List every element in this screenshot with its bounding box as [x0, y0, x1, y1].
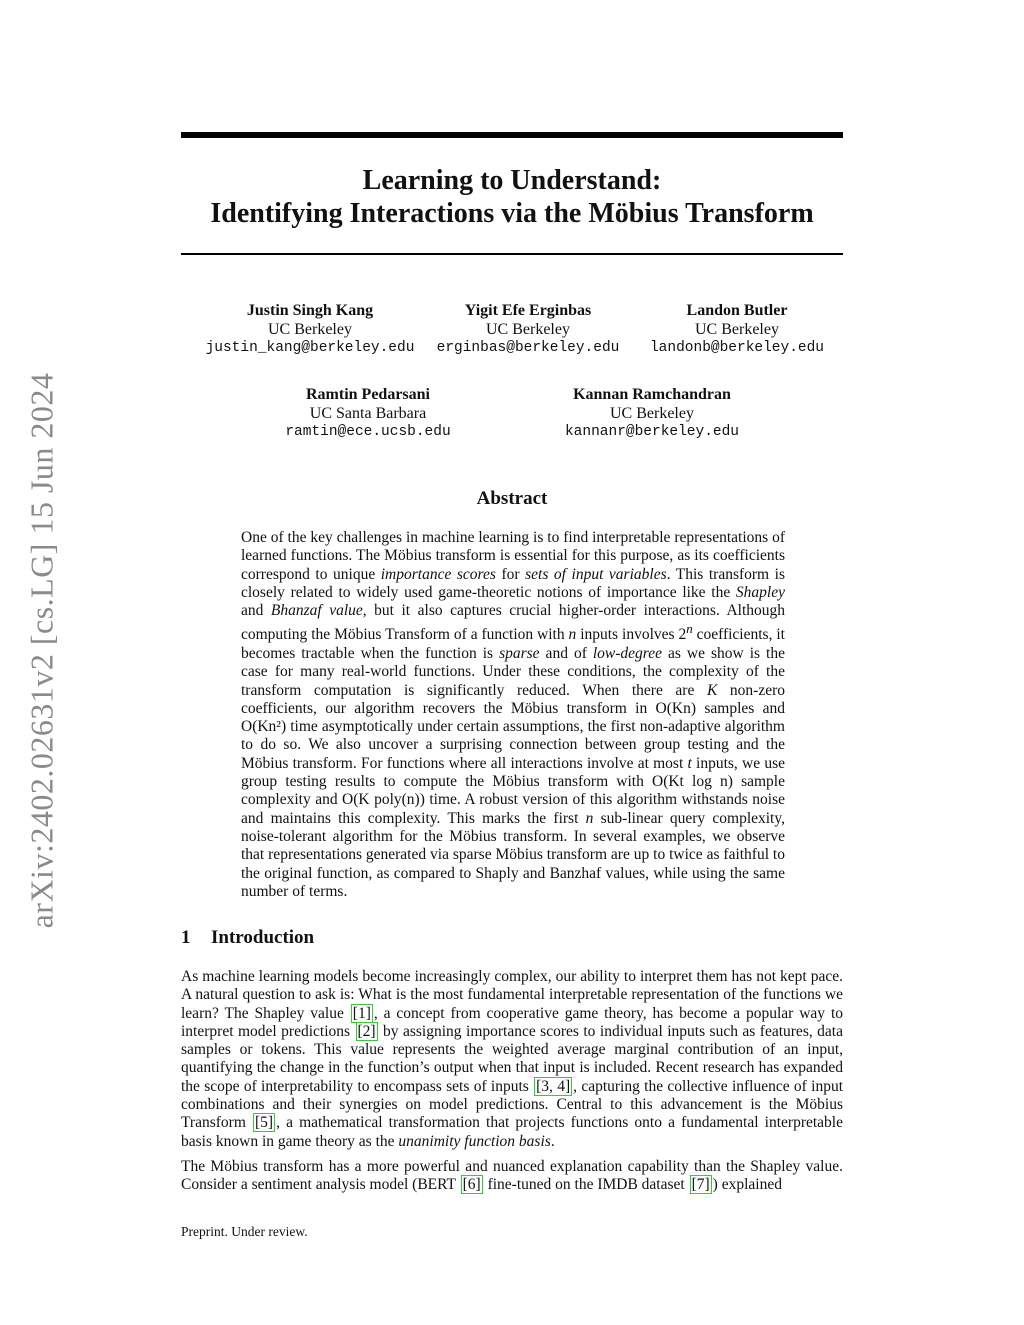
title-line-1: Learning to Understand:: [362, 165, 662, 196]
author-affiliation: UC Santa Barbara: [309, 405, 427, 422]
paragraph: [181, 1158, 843, 1195]
citation-link[interactable]: [2]: [357, 1022, 376, 1040]
abstract-text: coefficients, it becomes tractable when the function is: [241, 626, 785, 662]
body-text: , a mathematical transformation that projects functions onto a fundamental interpretable basis known in game theory as the: [181, 1114, 843, 1150]
author-name: Landon Butler: [686, 302, 788, 319]
author-name: Justin Singh Kang: [246, 302, 374, 319]
math-symbol: n: [585, 809, 594, 827]
citation-link[interactable]: [7]: [691, 1176, 710, 1194]
abstract-emphasis: importance scores: [380, 565, 496, 583]
title-bottom-rule: [181, 253, 843, 255]
arxiv-stamp-text: arXiv:2402.02631v2 [cs.LG] 15 Jun 2024: [23, 372, 60, 928]
body-emphasis: unanimity function basis: [398, 1132, 551, 1150]
citation-link[interactable]: [6]: [462, 1176, 481, 1194]
abstract-emphasis: sparse: [499, 644, 540, 662]
section-title: Introduction: [211, 927, 315, 948]
author-affiliation: UC Berkeley: [268, 321, 352, 338]
abstract-text: sub-linear query complexity, noise-tolerant algorithm for the Möbius transform. In several examples, we observe that representations generated via sparse Möbius transform are up to twice as faithful to the original function, as compared to Shaply and Banzhaf values, while using the same number of terms.: [241, 809, 785, 900]
body-text: The Möbius transform has a more powerful and nuanced explanation capability than the Shapley value. Consider a sentiment analysis model (BERT: [181, 1157, 843, 1194]
abstract-text: inputs, we use group testing results to compute the Möbius transform with O(Kt log n) sample complexity and O(K poly(n)) time. A robust version of this algorithm withstands noise and maintains this complexity. This marks the first: [241, 754, 785, 827]
body-text: by assigning importance scores to individual inputs such as features, data samples or tokens. This value represents the weighted average marginal contribution of an input, quantifying the change in the function’s output when that input is included. Recent research has expanded the scope of interpretability to encompass sets of inputs: [181, 1022, 843, 1095]
author-affiliation: UC Berkeley: [610, 405, 694, 422]
abstract-text: One of the key challenges in machine learning is to find interpretable representations of learned functions. The Möbius transform is essential for this purpose, as its coefficients correspond to unique: [241, 529, 785, 583]
body-text: , capturing the collective influence of input combinations and their synergies on model predictions. Central to this advancement is the Möbius Transform: [181, 1077, 844, 1132]
abstract-text: as we show is the case for many real-world functions. Under these conditions, the complexity of the transform computation is significantly reduced. When there are: [241, 644, 785, 699]
footer-note: Preprint. Under review.: [181, 1224, 308, 1239]
abstract-emphasis: sets of input variables: [525, 565, 667, 583]
title-line-2: Identifying Interactions via the Möbius Transform: [210, 198, 814, 229]
abstract-text: and: [241, 602, 271, 620]
math-symbol: t: [687, 754, 692, 772]
author-affiliation: UC Berkeley: [695, 321, 779, 338]
author-email[interactable]: landonb@berkeley.edu: [649, 340, 825, 356]
paragraph: [181, 968, 843, 1151]
author-name: Yigit Efe Erginbas: [464, 302, 592, 319]
abstract-heading: Abstract: [476, 488, 548, 509]
paper-title: [181, 164, 843, 230]
abstract-emphasis: Shapley: [735, 583, 785, 601]
title-top-rule: [181, 132, 843, 138]
abstract-emphasis: Bhanzaf value: [270, 602, 363, 620]
author-email[interactable]: justin_kang@berkeley.edu: [205, 340, 415, 356]
author-email[interactable]: kannanr@berkeley.edu: [564, 424, 740, 440]
author-name: Kannan Ramchandran: [573, 386, 731, 403]
abstract-text: and of: [539, 644, 593, 662]
abstract-text: non-zero coefficients, our algorithm recovers the Möbius transform in O(Kn) samples and O(Kn²) time asymptotically under certain assumptions, the first non-adaptive algorithm to do so. We also uncover a surprising connection between group testing and the Möbius transform. For functions where all interactions involve at most: [241, 681, 785, 772]
author-name: Ramtin Pedarsani: [306, 386, 430, 403]
body-text: ) explained: [712, 1176, 782, 1194]
section-heading: [181, 927, 314, 949]
math-symbol: n: [568, 626, 577, 644]
citation-link[interactable]: [1]: [352, 1004, 371, 1022]
body-text: fine-tuned on the IMDB dataset: [483, 1176, 689, 1194]
author-2: [418, 301, 638, 358]
citation-link[interactable]: [5]: [255, 1114, 274, 1132]
abstract-emphasis: low-degree: [592, 644, 663, 662]
author-4: [270, 385, 466, 442]
body-text: , a concept from cooperative game theory, has become a popular way to interpret model predictions: [181, 1004, 843, 1040]
abstract-body: [241, 529, 785, 901]
author-affiliation: UC Berkeley: [486, 321, 570, 338]
body-text: .: [550, 1132, 555, 1150]
author-3: [630, 301, 844, 358]
author-5: [548, 385, 756, 442]
author-email[interactable]: erginbas@berkeley.edu: [436, 340, 620, 356]
body-text: As machine learning models become increasingly complex, our ability to interpret them has not kept pace. A natural question to ask is: What is the most fundamental interpretable representation of the functions we learn? The Shapley value: [181, 968, 843, 1022]
author-email[interactable]: ramtin@ece.ucsb.edu: [285, 424, 451, 440]
math-superscript: n: [686, 621, 693, 637]
abstract-text: inputs involves 2: [576, 626, 687, 644]
author-1: [190, 301, 430, 358]
section-number: 1: [181, 927, 191, 948]
abstract-text: , but it also captures crucial higher-order interactions. Although computing the Möbius Transform of a function with: [241, 602, 785, 644]
citation-link[interactable]: [3, 4]: [536, 1077, 571, 1095]
abstract-text: . This transform is closely related to widely used game-theoretic notions of importance like the: [241, 565, 785, 601]
arxiv-stamp: [12, 360, 72, 940]
abstract-text: for: [495, 565, 526, 583]
math-symbol: K: [706, 681, 718, 699]
introduction-body: [181, 968, 843, 1202]
